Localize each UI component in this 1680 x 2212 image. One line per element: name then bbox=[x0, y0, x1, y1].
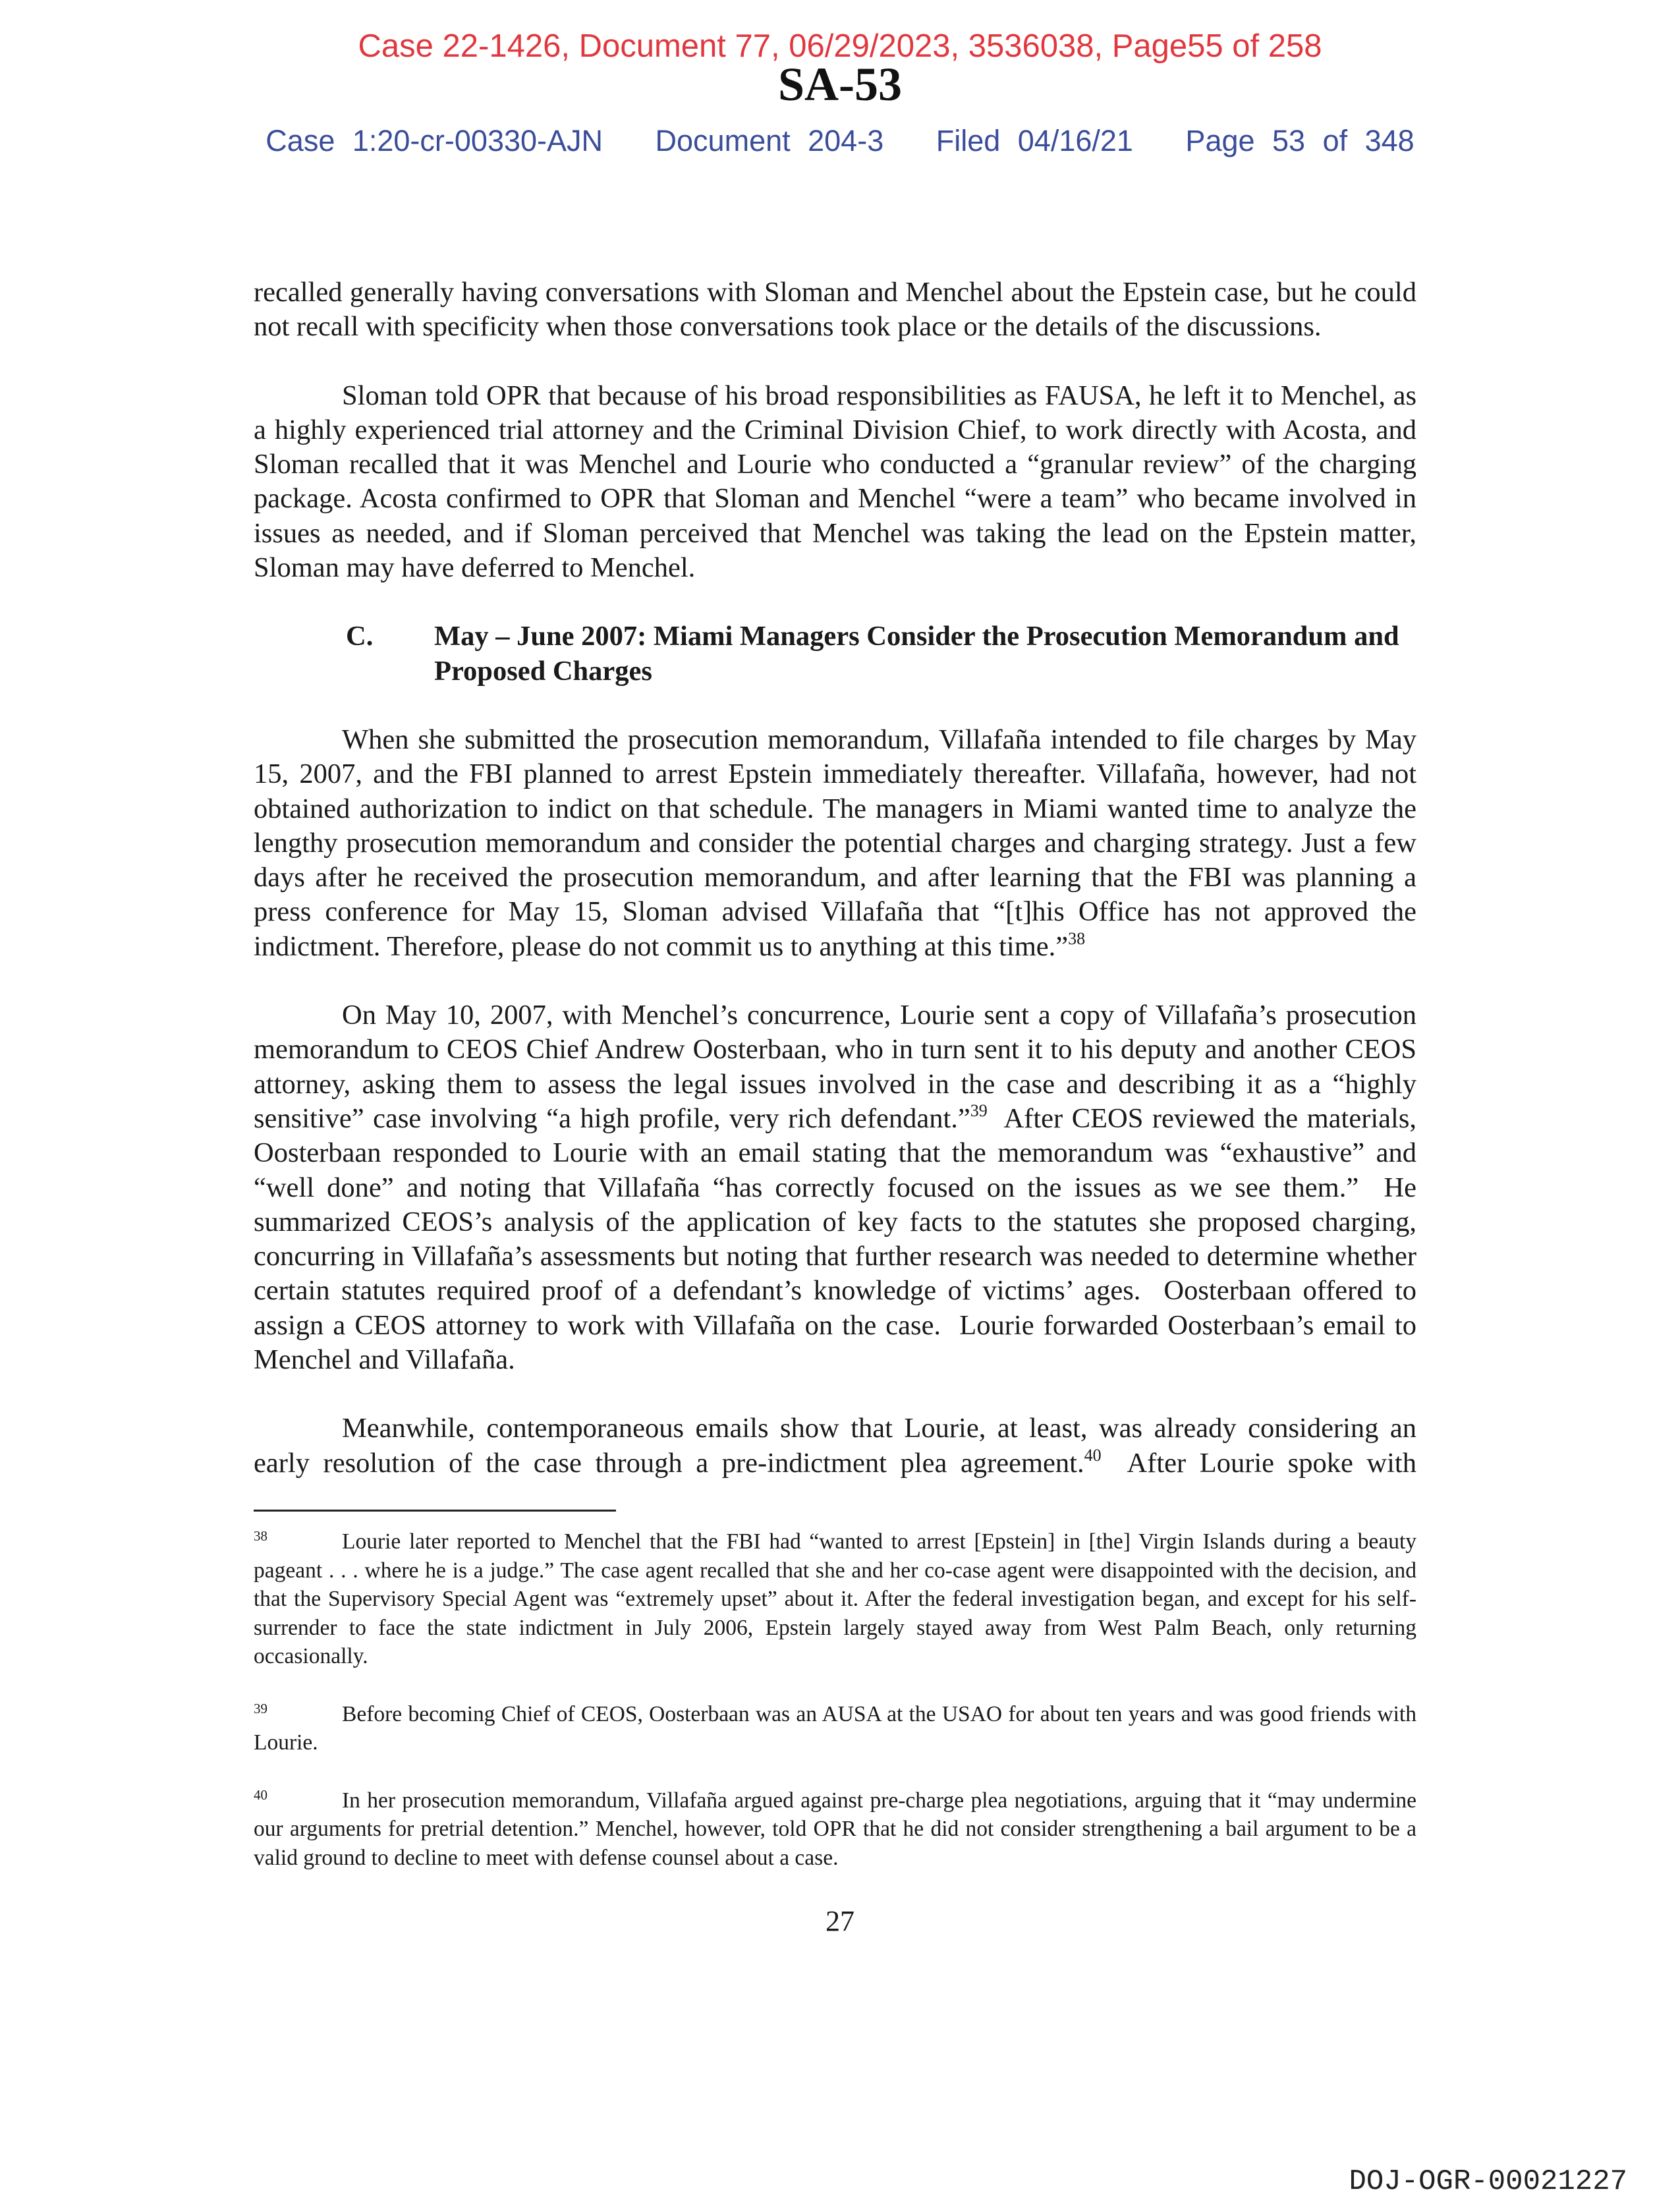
bates-stamp: DOJ-OGR-00021227 bbox=[1349, 2165, 1627, 2198]
paragraph-continued: recalled generally having conversations with Sloman and Menchel about the Epstein case, but he could not recall with specificity when those conversations took place or the details of the discussions. bbox=[254, 277, 1416, 343]
footnote-38: 38 Lourie later reported to Menchel that the FBI had “wanted to arrest [Epstein] in [the] Virgin Islands during a beauty pageant . . . where he is a judge.” The case agent recalled that she and her co-case agent were disappointed with the decision, and that the Supervisory Special Agent was “extremely upset” about it. After the federal investigation began, and except for his self-surrender to face the state indictment in July 2006, Epstein largely stayed away from West Palm Beach, only returning occasionally. bbox=[254, 1528, 1416, 1668]
paragraph-text: After Lourie spoke with bbox=[1101, 1447, 1416, 1479]
footnote-text: Lourie later reported to Menchel that the FBI had “wanted to arrest [Epstein] in [the] Virgin Islands during a beauty pageant . . . where he is a judge.” The case agent recalled that she and her co-case agent were disappointed with the decision, and that the Supervisory Special Agent was “extremely upset” about it. After the federal investigation began, and except for his self-surrender to face the state indictment in July 2006, Epstein largely stayed away from West Palm Beach, only returning occasionally. bbox=[254, 1529, 1416, 1668]
section-title: May – June 2007: Miami Managers Consider the Prosecution Memorandum and Proposed Charges bbox=[434, 621, 1399, 687]
footnote-ref-39[interactable]: 39 bbox=[970, 1100, 988, 1120]
paragraph-text: Meanwhile, contemporaneous emails show that Lourie, at least, was already considering an early resolution of the case through a pre-indictment plea agreement. bbox=[254, 1413, 1416, 1479]
paragraph-villafana-memo bbox=[254, 723, 1416, 964]
district-case-stamp: Case 1:20-cr-00330-AJN Document 204-3 Filed 04/16/21 Page 53 of 348 bbox=[266, 124, 1414, 157]
footnote-39: 39 Before becoming Chief of CEOS, Oosterbaan was an AUSA at the USAO for about ten years and was good friends with Lourie. bbox=[254, 1700, 1416, 1755]
footnote-separator bbox=[254, 1510, 616, 1512]
paragraph-plea-agreement bbox=[254, 1411, 1416, 1481]
appendix-page-label: SA-53 bbox=[777, 58, 902, 111]
appeal-case-stamp: Case 22-1426, Document 77, 06/29/2023, 3536038, Page55 of 258 bbox=[358, 28, 1322, 64]
footnote-ref-40[interactable]: 40 bbox=[1084, 1445, 1102, 1465]
paragraph-text: After CEOS reviewed the materials, Oosterbaan responded to Lourie with an email stating that the memorandum was “exhaustive” and “well done” and noting that Villafaña “has correctly focused on the issues as we see them.” He summarized CEOS’s analysis of the application of key facts to the statutes she proposed charging, concurring in Villafaña’s assessments but noting that further research was needed to determine whether certain statutes required proof of a defendant’s knowledge of victims’ ages. Oosterbaan offered to assign a CEOS attorney to work with Villafaña on the case. Lourie forwarded Oosterbaan’s email to Menchel and Villafaña. bbox=[254, 1102, 1424, 1376]
footnote-40: 40 In her prosecution memorandum, Villafaña argued against pre-charge plea negotiations, arguing that it “may undermine our arguments for pretrial detention.” Menchel, however, told OPR that he did not consider strengthening a bail argument to be a valid ground to decline to meet with defense counsel about a case. bbox=[254, 1786, 1416, 1870]
paragraph-text: When she submitted the prosecution memorandum, Villafaña intended to file charges by May 15, 2007, and the FBI planned to arrest Epstein immediately thereafter. Villafaña, however, had not obtained authorization to indict on that schedule. The managers in Miami wanted time to analyze the lengthy prosecution memorandum and consider the potential charges and charging strategy. Just a few days after he received the prosecution memorandum, and after learning that the FBI was planning a press conference for May 15, Sloman advised Villafaña that “[t]his Office has not approved the indictment. Therefore, please do not commit us to anything at this time.” bbox=[254, 723, 1416, 962]
footnote-ref-38[interactable]: 38 bbox=[1068, 928, 1086, 948]
document-body bbox=[254, 275, 1424, 1515]
section-heading bbox=[254, 619, 1416, 689]
page-number: 27 bbox=[826, 1905, 854, 1937]
paragraph-sloman: Sloman told OPR that because of his broad responsibilities as FAUSA, he left it to Menchel, as a highly experienced trial attorney and the Criminal Division Chief, to work directly with Acosta, and Sloman recalled that it was Menchel and Lourie who conducted a “granular review” of the charging package. Acosta confirmed to OPR that Sloman and Menchel “were a team” who became involved in issues as needed, and if Sloman perceived that Menchel was taking the lead on the Epstein matter, Sloman may have deferred to Menchel. bbox=[254, 380, 1416, 584]
footnote-text: In her prosecution memorandum, Villafaña argued against pre-charge plea negotiations, arguing that it “may undermine our arguments for pretrial detention.” Menchel, however, told OPR that he did not consider strengthening a bail argument to be a valid ground to decline to meet with defense counsel about a case. bbox=[254, 1788, 1416, 1870]
footnotes bbox=[254, 1527, 1416, 1901]
paragraph-text: On May 10, 2007, with Menchel’s concurrence, Lourie sent a copy of Villafaña’s prosecution memorandum to CEOS Chief Andrew Oosterbaan, who in turn sent it to his deputy and another CEOS attorney, asking them to assess the legal issues involved in the case and describing it as a “highly sensitive” case involving “a high profile, very rich defendant.” bbox=[254, 1000, 1416, 1134]
paragraph-ceos-review bbox=[254, 998, 1424, 1377]
footnote-text: Before becoming Chief of CEOS, Oosterbaan was an AUSA at the USAO for about ten years and was good friends with Lourie. bbox=[254, 1701, 1416, 1755]
section-letter: C. bbox=[346, 621, 374, 652]
